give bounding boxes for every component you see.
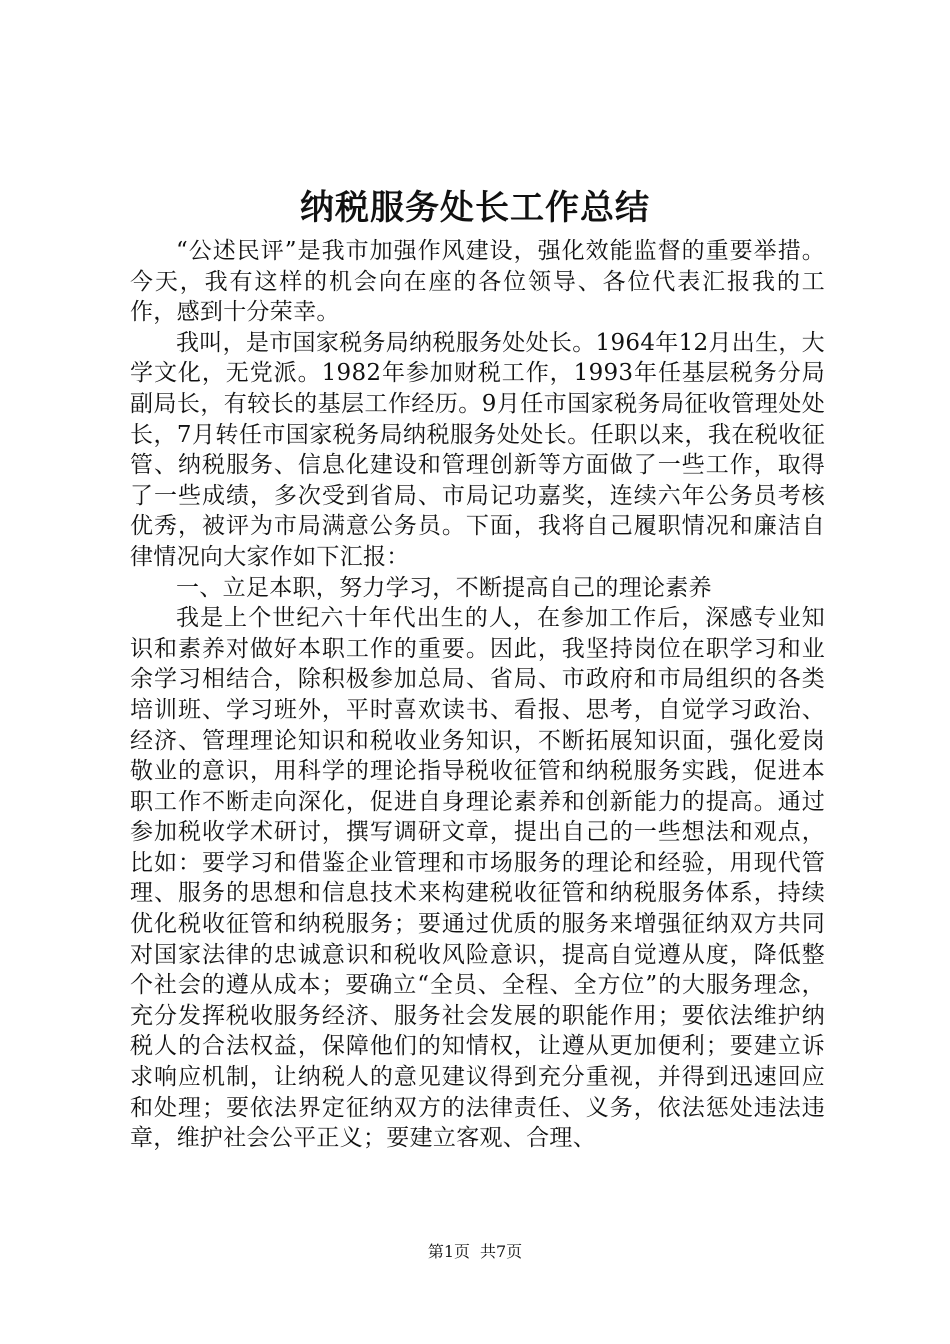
page-total: 共7页 <box>480 1242 523 1261</box>
page-footer <box>0 1242 950 1262</box>
page-number: 第1页 <box>427 1242 470 1261</box>
paragraph-self-introduction: 我叫，是市国家税务局纳税服务处处长。1964年12月出生，大学文化，无党派。1982年参加财税工作，1993年任基层税务分局副局长，有较长的基层工作经历。9月任市国家税务局征收管理处处长，7月转任市国家税务局纳税服务处处长。任职以来，我在税收征管、纳税服务、信息化建设和管理创新等方面做了一些工作，取得了一些成绩，多次受到省局、市局记功嘉奖，连续六年公务员考核优秀，被评为市局满意公务员。下面，我将自己履职情况和廉洁自律情况向大家作如下汇报： <box>130 329 825 570</box>
document-body <box>130 236 825 1154</box>
paragraph-intro: “公述民评”是我市加强作风建设，强化效能监督的重要举措。今天，我有这样的机会向在座的各位领导、各位代表汇报我的工作，感到十分荣幸。 <box>130 238 825 326</box>
paragraph-study: 我是上个世纪六十年代出生的人，在参加工作后，深感专业知识和素养对做好本职工作的重要。因此，我坚持岗位在职学习和业余学习相结合，除积极参加总局、省局、市政府和市局组织的各类培训班、学习班外，平时喜欢读书、看报、思考，自觉学习政治、经济、管理理论知识和税收业务知识，不断拓展知识面，强化爱岗敬业的意识，用科学的理论指导税收征管和纳税服务实践，促进本职工作不断走向深化，促进自身理论素养和创新能力的提高。通过参加税收学术研讨，撰写调研文章，提出自己的一些想法和观点，比如：要学习和借鉴企业管理和市场服务的理论和经验，用现代管理、服务的思想和信息技术来构建税收征管和纳税服务体系，持续优化税收征管和纳税服务；要通过优质的服务来增强征纳双方共同对国家法律的忠诚意识和税收风险意识，提高自觉遵从度，降低整个社会的遵从成本；要确立“全员、全程、全方位”的大服务理念，充分发挥税收服务经济、服务社会发展的职能作用；要依法维护纳税人的合法权益，保障他们的知情权，让遵从更加便利；要建立诉求响应机制，让纳税人的意见建议得到充分重视，并得到迅速回应和处理；要依法界定征纳双方的法律责任、义务，依法惩处违法违章，维护社会公平正义；要建立客观、合理、 <box>130 605 825 1152</box>
document-title: 纳税服务处长工作总结 <box>300 188 650 228</box>
section-heading-1: 一、立足本职，努力学习，不断提高自己的理论素养 <box>176 574 712 601</box>
